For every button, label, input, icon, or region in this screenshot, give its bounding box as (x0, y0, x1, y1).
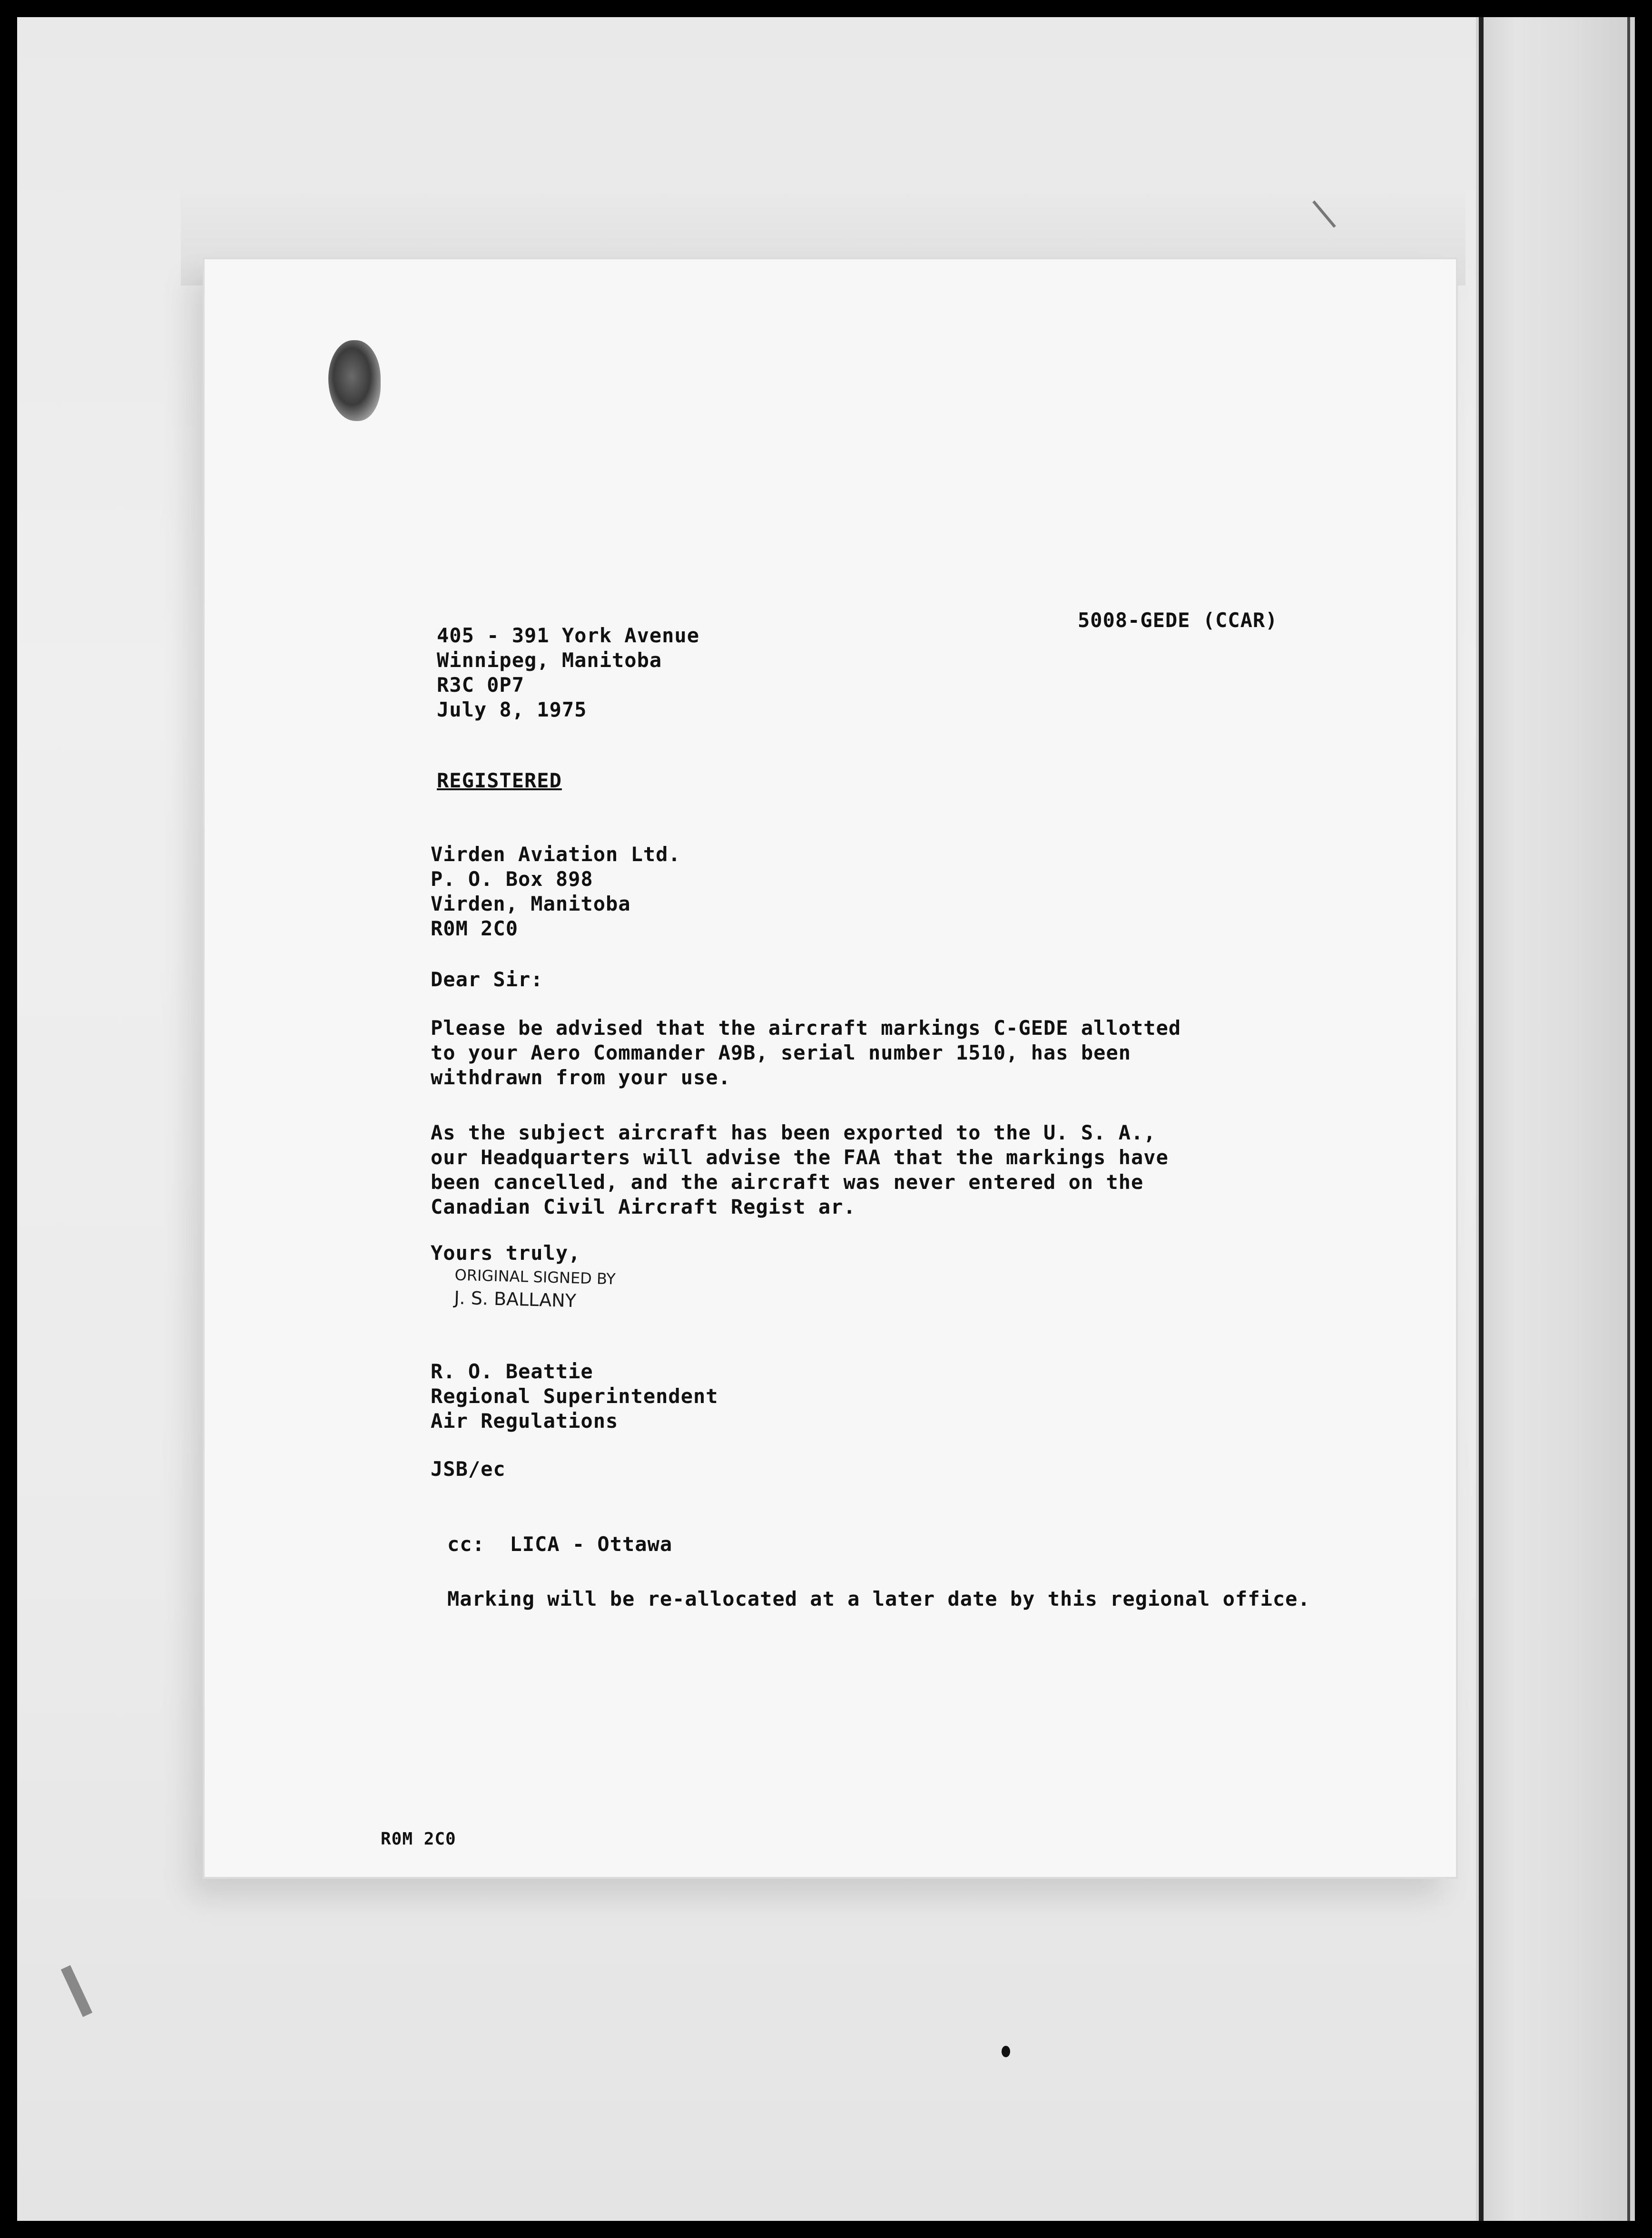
strip-divider-right (1627, 17, 1630, 2221)
file-reference: 5008-GEDE (CCAR) (1078, 609, 1278, 632)
typist-initials: JSB/ec (431, 1457, 506, 1481)
salutation: Dear Sir: (431, 968, 543, 991)
carbon-copy: cc: LICA - Ottawa (447, 1532, 673, 1556)
punch-hole (328, 340, 381, 421)
body-paragraph-2 (431, 1120, 1169, 1219)
strip-divider-left (1479, 17, 1484, 2221)
address-line: 405 - 391 York Avenue (437, 624, 700, 647)
handwritten-note: Marking will be re-allocated at a later date by this regional office. (447, 1587, 1310, 1610)
body-line: our Headquarters will advise the FAA that the markings have (431, 1146, 1169, 1169)
body-paragraph-1 (431, 1016, 1181, 1090)
recipient-line: R0M 2C0 (431, 917, 519, 940)
signatory-block (431, 1359, 718, 1433)
recipient-line: Virden Aviation Ltd. (431, 843, 681, 866)
signature-stamp (454, 1264, 616, 1314)
body-line: withdrawn from your use. (431, 1066, 731, 1089)
recipient-line: Virden, Manitoba (431, 892, 631, 915)
sender-address (437, 623, 699, 722)
film-speck (1002, 2046, 1010, 2057)
recipient-line: P. O. Box 898 (431, 867, 593, 891)
body-line: to your Aero Commander A9B, serial number 1510, has been (431, 1041, 1131, 1064)
letter-date: July 8, 1975 (437, 698, 587, 721)
body-line: been cancelled, and the aircraft was never entered on the (431, 1170, 1144, 1194)
signature-stamp-name: J. S. BALLANY (453, 1287, 577, 1312)
body-line: Canadian Civil Aircraft Regist ar. (431, 1195, 856, 1218)
footer-postal-code: R0M 2C0 (381, 1829, 456, 1849)
signatory-department: Air Regulations (431, 1409, 619, 1433)
closing: Yours truly, (431, 1241, 581, 1265)
address-line: R3C 0P7 (437, 673, 525, 697)
address-line: Winnipeg, Manitoba (437, 648, 662, 672)
recipient-address (431, 842, 681, 941)
body-line: Please be advised that the aircraft markings C-GEDE allotted (431, 1016, 1181, 1040)
signatory-title: Regional Superintendent (431, 1384, 718, 1408)
right-edge-strip (1476, 17, 1635, 2221)
body-line: As the subject aircraft has been exported to the U. S. A., (431, 1121, 1156, 1144)
signature-stamp-label: ORIGINAL SIGNED BY (454, 1266, 616, 1288)
registered-mark: REGISTERED (437, 769, 562, 792)
signatory-name: R. O. Beattie (431, 1360, 593, 1383)
